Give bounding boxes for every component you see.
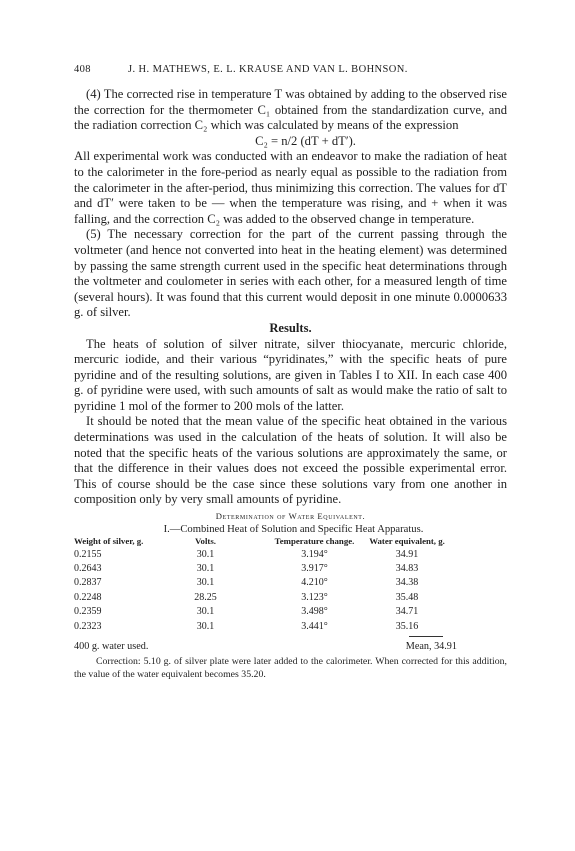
cell-water-equivalent: 34.38: [395, 577, 419, 589]
table-subtitle: I.—Combined Heat of Solution and Specific Heat Apparatus.: [163, 524, 424, 536]
mean-value: Mean, 34.91: [405, 640, 457, 652]
radiation-formula: C₂ = n/2 (dT + dT′).: [255, 133, 356, 148]
table-row: [74, 605, 447, 619]
table-title: Determination of Water Equivalent.: [215, 511, 366, 522]
water-equivalent-table: [74, 536, 447, 634]
cell-temperature-change: 3.917°: [301, 562, 328, 574]
page: [74, 64, 507, 682]
cell-volts: 30.1: [196, 620, 215, 632]
cell-weight-of-silver: 0.2248: [74, 591, 102, 603]
header-weight-of-silver: Weight of silver, g.: [74, 536, 144, 547]
paragraph-corrected-rise: (4) The corrected rise in temperature T was obtained by adding to the observed rise the correction for the thermometer C₁ obtained from the standardization curve, and the radiation correction C₂ which was calculated by means of the expression: [74, 87, 507, 133]
cell-temperature-change: 3.194°: [301, 548, 328, 560]
cell-volts: 30.1: [196, 548, 215, 560]
cell-water-equivalent: 34.83: [395, 562, 419, 574]
cell-water-equivalent: 35.16: [395, 620, 419, 632]
cell-weight-of-silver: 0.2837: [74, 577, 102, 589]
table-header-row: [74, 536, 447, 548]
cell-weight-of-silver: 0.2155: [74, 548, 102, 560]
correction-note: Correction: 5.10 g. of silver plate were later added to the calorimeter. When corrected for this addition, the value of the water equivalent becomes 35.20.: [74, 655, 507, 681]
cell-volts: 30.1: [196, 577, 215, 589]
table-footer: [74, 640, 457, 654]
header-water-equivalent: Water equivalent, g.: [369, 536, 445, 547]
cell-water-equivalent: 35.48: [395, 591, 419, 603]
page-number: 408: [74, 64, 91, 75]
cell-temperature-change: 4.210°: [301, 577, 328, 589]
cell-volts: 30.1: [196, 606, 215, 618]
table-row: [74, 548, 447, 562]
cell-weight-of-silver: 0.2323: [74, 620, 102, 632]
water-used: 400 g. water used.: [74, 640, 149, 652]
table-row: [74, 620, 447, 634]
table-row: [74, 591, 447, 605]
running-title: J. H. MATHEWS, E. L. KRAUSE AND VAN L. BOHNSON.: [128, 64, 408, 75]
table-row: [74, 576, 447, 590]
paragraph-heats-of-solution: The heats of solution of silver nitrate, silver thiocyanate, mercuric chloride, mercuric iodide, and their various “pyridinates,” with the specific heats of pure pyridine and of the resulting solutions, are given in Tables I to XII. In each case 400 g. of pyridine were used, with such amounts of salt as would make the ratio of salt to pyridine 1 mol of the former to 200 mols of the latter.: [74, 336, 507, 413]
cell-temperature-change: 3.441°: [301, 620, 328, 632]
mean-rule: [74, 634, 507, 640]
cell-volts: 30.1: [196, 562, 215, 574]
cell-volts: 28.25: [194, 591, 217, 603]
paragraph-specific-heat-note: It should be noted that the mean value of the specific heat obtained in the various determinations was used in the calculation of the heats of solution. It will also be noted that the specific heats of the various solutions are approximately the same, or that the difference in their values does not exceed the possible experimental error. This of course should be the case since these solutions vary from one another in composition only by very small amounts of pyridine.: [74, 414, 507, 507]
paragraph-voltmeter-correction: (5) The necessary correction for the part of the current passing through the voltmeter (and hence not converted into heat in the heating element) was determined by passing the same strength current used in the specific heat determinations through the voltmeter and coulometer in series with each other, for a measured length of time (several hours). It was found that this current would deposit in one minute 0.0000633 g. of silver.: [74, 227, 507, 320]
cell-weight-of-silver: 0.2643: [74, 562, 102, 574]
cell-temperature-change: 3.123°: [301, 591, 328, 603]
results-heading: Results.: [269, 320, 312, 335]
page-header: [74, 64, 507, 75]
header-temperature-change: Temperature change.: [274, 536, 355, 547]
cell-temperature-change: 3.498°: [301, 606, 328, 618]
cell-weight-of-silver: 0.2359: [74, 606, 102, 618]
cell-water-equivalent: 34.71: [395, 606, 419, 618]
cell-water-equivalent: 34.91: [395, 548, 419, 560]
table-row: [74, 562, 447, 576]
header-volts: Volts.: [195, 536, 216, 547]
paragraph-experimental-work: All experimental work was conducted with an endeavor to make the radiation of heat to the calorimeter in the fore-period as nearly equal as possible to the radiation from the calorimeter in the after-period, thus minimizing this correction. The values for dT and dT′ were taken to be — when the temperature was rising, and + when it was falling, and the correction C₂ was added to the observed change in temperature.: [74, 149, 507, 226]
